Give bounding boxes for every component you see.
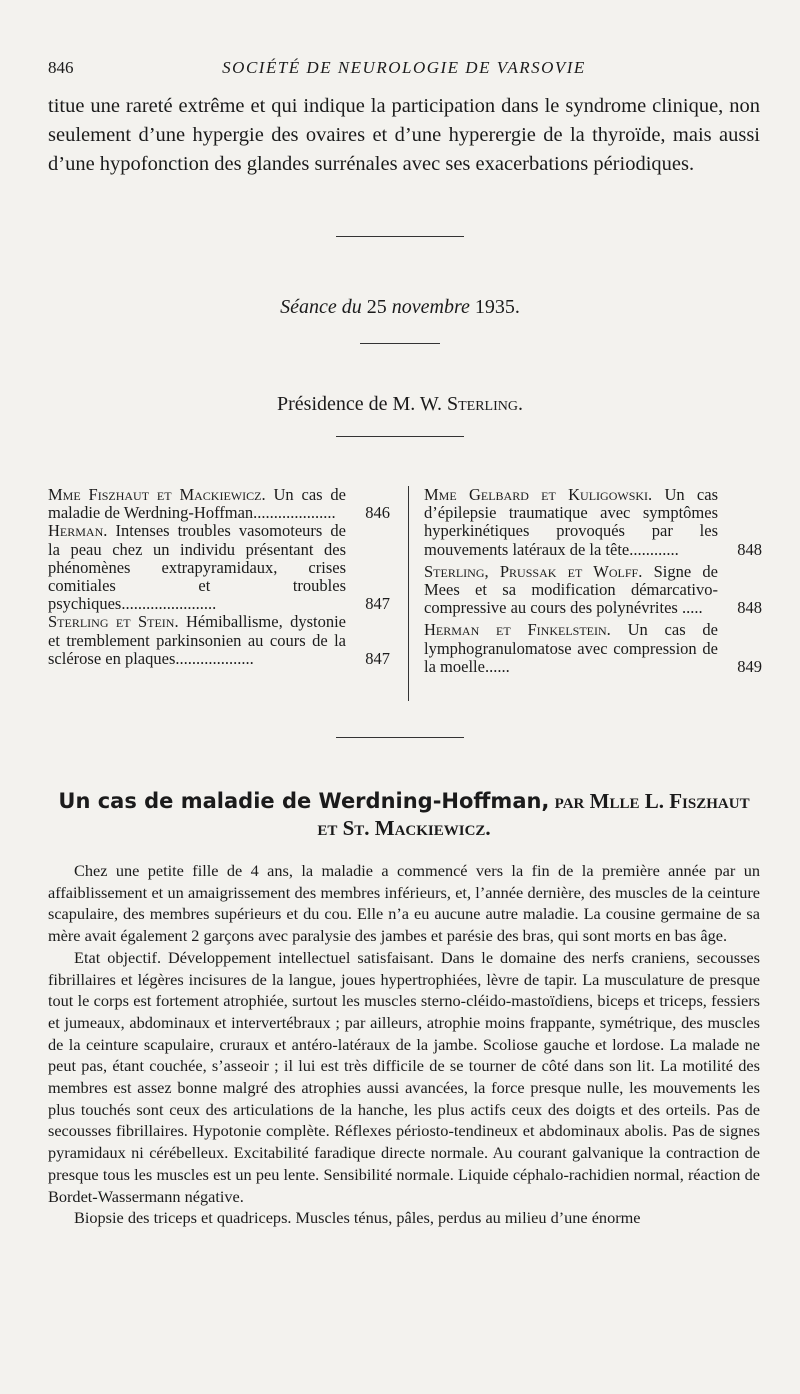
page-header [48, 58, 760, 88]
toc-page: 848 [737, 539, 762, 559]
toc-authors: Herman. [48, 521, 108, 541]
intro-paragraph: titue une rareté extrême et qui indique la participation dans le syndrome clinique, non seulement d’une hypergie des ovaires et d’une hyperergie de la thyroïde, mais aussi d’une hypofonction des glandes surrénales avec ses exacerbations périodiques. [48, 95, 760, 175]
toc-entry: Sterling, Prussak et Wolff. Signe de Mees et sa modification démarcativo-compressive au cours des polynévrites ..... 848 [424, 561, 762, 618]
presidence-name: Sterling. [446, 393, 523, 415]
article-body [48, 860, 760, 1229]
seance-month: novembre [391, 296, 470, 318]
toc-entry: Mme Gelbard et Kuligowski. Un cas d’épilepsie traumatique avec symptômes hyperkinétiques provoqués par les mouvements latéraux de la tête............ 848 [424, 485, 762, 559]
seance-year: 1935. [474, 296, 520, 318]
seance-prefix: Séance du [280, 296, 362, 318]
toc-right-column [424, 486, 762, 676]
toc-authors: Mme Fiszhaut et Mackiewicz. [48, 485, 266, 504]
seance-day: 25 [366, 296, 387, 318]
presidence-heading [0, 393, 800, 416]
article-title [48, 788, 760, 842]
toc-title: Un cas d’épilepsie traumatique avec symptômes hyperkinétiques provoqués par les mouvements latéraux de la tête [424, 485, 718, 559]
toc-divider [408, 486, 409, 701]
article-title-main: Un cas de maladie de Werdning-Hoffman, [58, 789, 550, 813]
toc-title: Signe de Mees et sa modification démarcativo-compressive au cours des polynévrites [424, 561, 719, 618]
seance-heading [0, 296, 800, 319]
toc-entry: Herman et Finkelstein. Un cas de lymphogranulomatose avec compression de la moelle...... 849 [424, 620, 762, 676]
toc-title: Un cas de lymphogranulomatose avec compression de la moelle [424, 620, 718, 676]
toc-entry: Mme Fiszhaut et Mackiewicz. Un cas de maladie de Werdning-Hoffman.................... 846 [48, 485, 390, 523]
toc-title: Un cas de maladie de Werdning-Hoffman [48, 485, 347, 523]
toc-entry: Herman. Intenses troubles vasomoteurs de la peau chez un individu présentant des phénomènes extrapyramidaux, crises comitiales et troubles psychiques....................... 847 [48, 521, 390, 614]
toc-authors: Mme Gelbard et Kuligowski. [424, 485, 653, 504]
article-paragraph: Chez une petite fille de 4 ans, la maladie a commencé vers la fin de la première année par un affaiblissement et un amaigrissement des membres inférieurs, et, l’année dernière, des muscles de la ceinture scapulaire, des membres supérieurs et du cou. Elle n’a eu aucune autre maladie. La cousine germaine de sa mère avait également 2 garçons avec paralysie des jambes et parésie des bras, qui sont morts en bas âge. [48, 861, 760, 946]
toc-page: 848 [737, 598, 762, 618]
separator-rule [336, 436, 464, 437]
article-paragraph: Biopsie des triceps et quadriceps. Muscles ténus, pâles, perdus au milieu d’une énorme [74, 1208, 641, 1228]
article-title-authors: par Mlle L. Fiszhaut et St. Mackiewicz. [317, 789, 750, 840]
running-title: SOCIÉTÉ DE NEUROLOGIE DE VARSOVIE [222, 58, 586, 77]
separator-rule [336, 236, 464, 237]
separator-rule [360, 343, 440, 344]
presidence-prefix: Présidence de M. W. [277, 393, 442, 415]
toc-left-column [48, 486, 390, 668]
toc-authors: Sterling, Prussak et Wolff. [424, 561, 643, 581]
page-number: 846 [48, 58, 74, 77]
separator-rule [336, 737, 464, 738]
toc-authors: Herman et Finkelstein. [424, 620, 611, 640]
toc-title: Intenses troubles vasomoteurs de la peau chez un individu présentant des phénomènes extrapyramidaux, crises comitiales et troubles psychiques [48, 521, 347, 614]
article-paragraph: Etat objectif. Développement intellectuel satisfaisant. Dans le domaine des nerfs craniens, secousses fibrillaires et légères incisures de la langue, joues hypertrophiées, lèvre de tapir. La musculature de presque tout le corps est fortement atrophiée, surtout les muscles sterno-cléido-mastoïdiens, biceps et triceps, fessiers et jumeaux, abdominaux et intervertébraux ; par ailleurs, atrophie moins frappante, symétrique, des muscles de la ceinture scapulaire, cruraux et antéro-latéraux de la jambe. Scoliose gauche et lordose. La malade ne peut pas, étant couchée, s’asseoir ; il lui est très difficile de se tourner de côté dans son lit. La motilité des membres est assez bonne malgré des atrophies aussi avancées, la force presque nulle, les mouvements les plus touchés sont ceux des articulations de la hanche, les plus actifs ceux des doigts et des orteils. Pas de secousses fibrillaires. Hypotonie complète. Réflexes périosto-tendineux et abdominaux abolis. Pas de signes pyramidaux ni cérébelleux. Excitabilité faradique directe normale. Au courant galvanique la contraction de presque tous les muscles est un peu lente. Sensibilité normale. Liquide céphalo-rachidien normal, réaction de Bordet-Wassermann négative. [48, 947, 760, 1206]
toc-page: 847 [365, 594, 390, 614]
toc-page: 849 [737, 656, 762, 676]
toc-page: 846 [365, 503, 390, 523]
toc-entry: Sterling et Stein. Hémiballisme, dystonie et tremblement parkinsonien au cours de la sclérose en plaques................... 847 [48, 612, 390, 668]
toc-authors: Sterling et Stein. [48, 612, 179, 632]
toc-title: Hémiballisme, dystonie et tremblement parkinsonien au cours de la sclérose en plaques [48, 612, 346, 668]
toc-page: 847 [365, 648, 390, 668]
